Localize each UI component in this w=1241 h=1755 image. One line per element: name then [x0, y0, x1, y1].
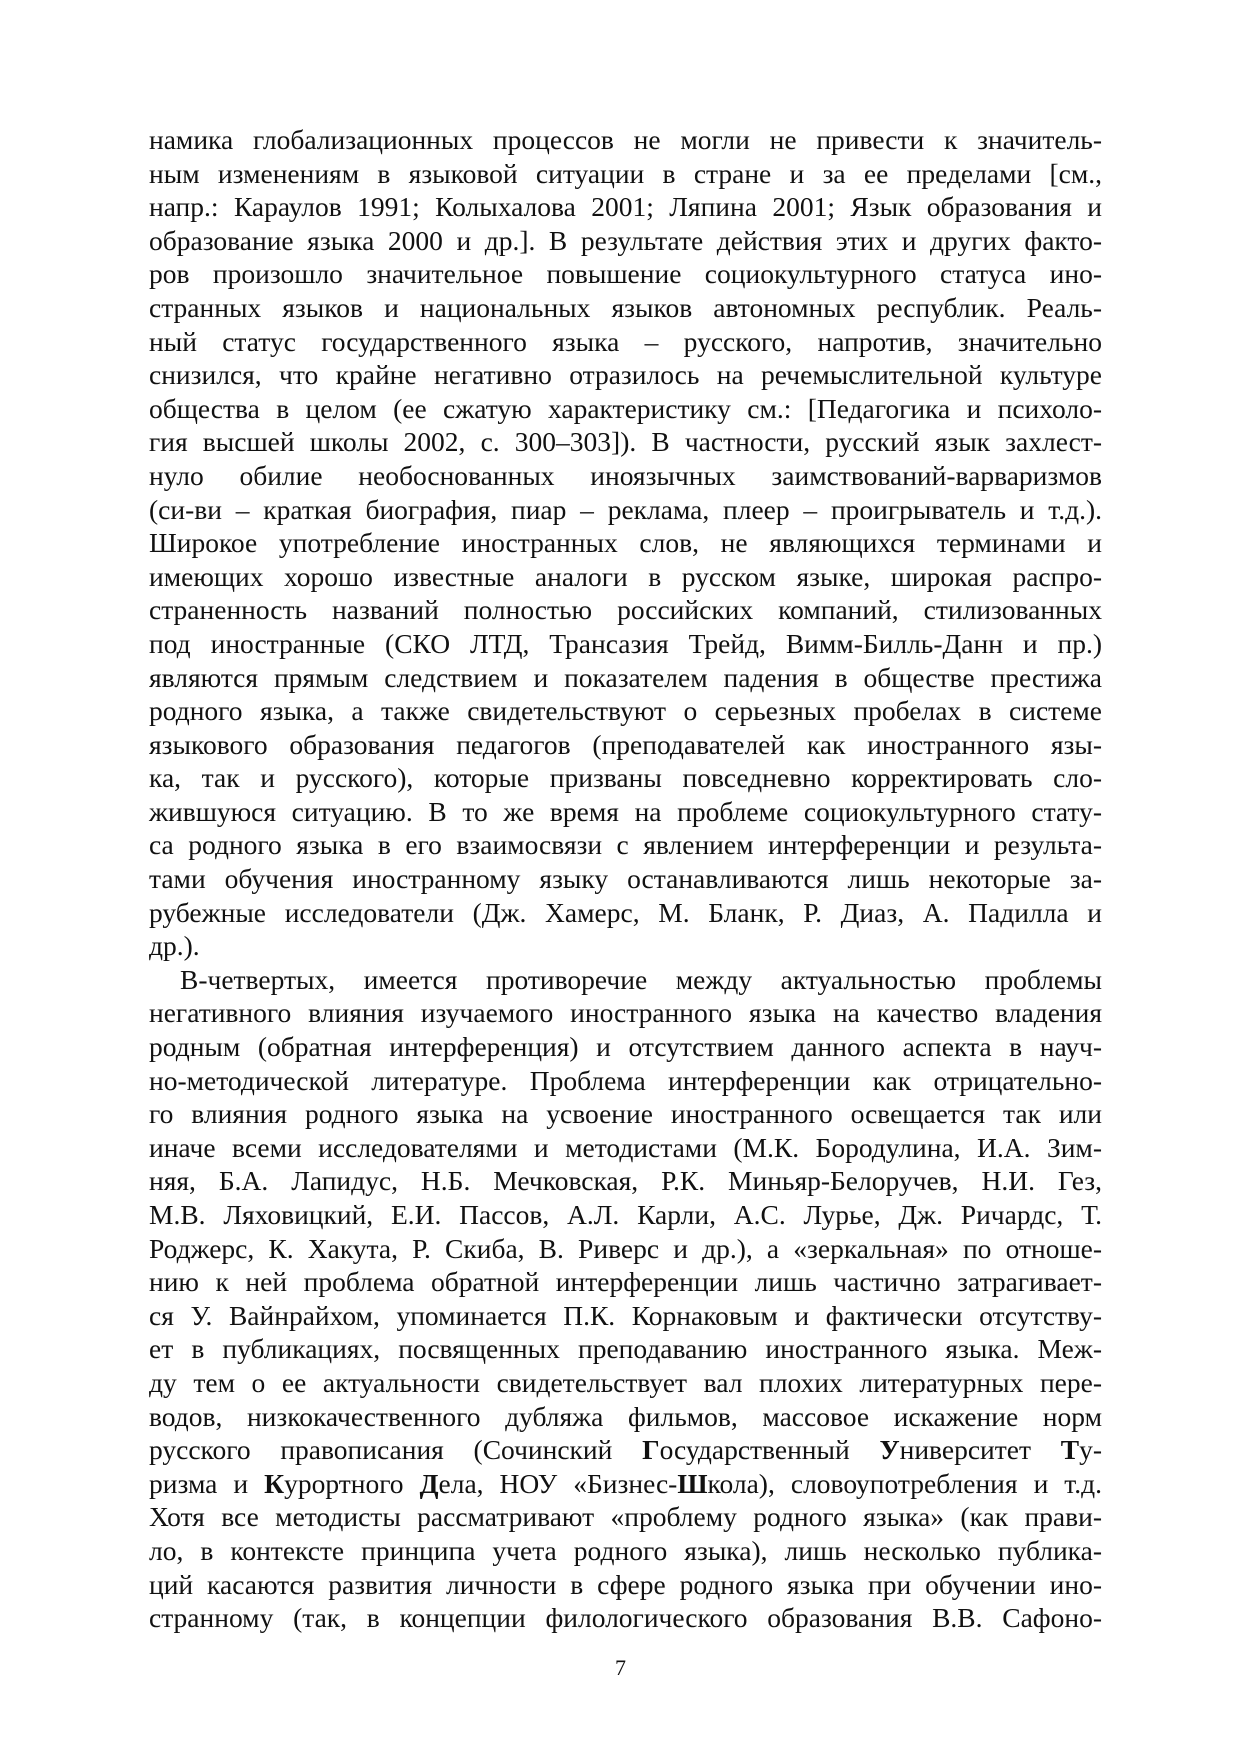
- text-line: странному (так, в концепции филологического образования В.В. Сафоно-: [149, 1602, 1102, 1634]
- text-line: родного языка, а также свидетельствуют о серьезных пробелах в системе: [149, 695, 1102, 727]
- text-line: языкового образования педагогов (преподавателей как иностранного язы-: [149, 728, 1102, 760]
- text-line: иначе всеми исследователями и методистами (М.К. Бородулина, И.А. Зим-: [149, 1131, 1102, 1163]
- text-line: М.В. Ляховицкий, Е.И. Пассов, А.Л. Карли, А.С. Лурье, Дж. Ричардс, Т.: [149, 1199, 1102, 1230]
- text-line: образование языка 2000 и др.]. В результате действия этих и других факто-: [149, 224, 1102, 256]
- text-line: В-четвертых, имеется противоречие между актуальностью проблемы: [180, 963, 1102, 995]
- text-line: нию к ней проблема обратной интерференции лишь частично затрагивает-: [149, 1266, 1102, 1298]
- text-segment: русского правописания (Сочинский: [149, 1434, 643, 1466]
- text-line: др.).: [149, 930, 200, 962]
- text-line: под иностранные (СКО ЛТД, Трансазия Трейд, Вимм-Билль-Данн и пр.): [149, 627, 1102, 659]
- text-line: тами обучения иностранному языку останавливаются лишь некоторые за-: [149, 863, 1102, 895]
- text-line: напр.: Караулов 1991; Колыхалова 2001; Ляпина 2001; Язык образования и: [149, 191, 1102, 223]
- text-line: Роджерс, К. Хакута, Р. Скиба, В. Риверс и др.), а «зеркальная» по отноше-: [149, 1232, 1102, 1264]
- text-line: ка, так и русского), которые призваны повседневно корректировать сло-: [149, 762, 1102, 794]
- text-line: ный статус государственного языка – русского, напротив, значительно: [149, 325, 1102, 357]
- text-line: ся У. Вайнрайхом, упоминается П.К. Корнаковым и фактически отсутству-: [149, 1299, 1102, 1331]
- text-segment: у-: [1079, 1434, 1102, 1466]
- text-line: водов, низкокачественного дубляжа фильмов, массовое искажение норм: [149, 1400, 1102, 1432]
- text-line: няя, Б.А. Лапидус, Н.Б. Мечковская, Р.К. Миньяр-Белоручев, Н.И. Гез,: [149, 1165, 1102, 1197]
- bold-initial: Г: [642, 1434, 660, 1466]
- bold-initial: К: [264, 1467, 285, 1499]
- text-line: гия высшей школы 2002, с. 300–303]). В частности, русский язык захлест-: [149, 426, 1102, 458]
- text-line: ций касаются развития личности в сфере родного языка при обучении ино-: [149, 1568, 1102, 1600]
- text-line: ным изменениям в языковой ситуации в стране и за ее пределами [см.,: [149, 157, 1102, 189]
- text-line: страненность названий полностью российских компаний, стилизованных: [149, 594, 1102, 626]
- text-line: имеющих хорошо известные аналоги в русском языке, широкая распро-: [149, 560, 1102, 592]
- text-line: Хотя все методисты рассматривают «проблему родного языка» (как прави-: [149, 1501, 1102, 1533]
- text-segment: кола), словоупотребления и т.д.: [707, 1467, 1103, 1499]
- text-line: снизился, что крайне негативно отразилось на речемыслительной культуре: [149, 359, 1102, 391]
- text-line: ров произошло значительное повышение социокультурного статуса ино-: [149, 258, 1102, 290]
- text-line: ло, в контексте принципа учета родного языка), лишь несколько публика-: [149, 1534, 1102, 1566]
- text-line: странных языков и национальных языков автономных республик. Реаль-: [149, 291, 1102, 323]
- text-segment: ела, НОУ «Бизнес-: [438, 1467, 678, 1499]
- text-segment: ризма и: [149, 1467, 265, 1499]
- bold-initial: Ш: [677, 1467, 708, 1499]
- bold-initial: Т: [1060, 1434, 1080, 1466]
- text-line: ет в публикациях, посвященных преподаванию иностранного языка. Меж-: [149, 1333, 1102, 1365]
- text-line: являются прямым следствием и показателем падения в обществе престижа: [149, 661, 1102, 693]
- page-number: 7: [615, 1655, 626, 1680]
- text-line: рубежные исследователи (Дж. Хамерс, М. Бланк, Р. Диаз, А. Падилла и: [149, 896, 1102, 928]
- text-line: негативного влияния изучаемого иностранного языка на качество владения: [149, 997, 1102, 1029]
- text-segment: осударственный: [659, 1434, 880, 1466]
- text-line: Широкое употребление иностранных слов, не являющихся терминами и: [149, 527, 1102, 559]
- text-line: [149, 1433, 1102, 1467]
- text-line: ду тем о ее актуальности свидетельствует вал плохих литературных пере-: [149, 1366, 1102, 1398]
- text-line: са родного языка в его взаимосвязи с явлением интерференции и результа-: [149, 829, 1102, 861]
- bold-initial: Д: [419, 1467, 439, 1499]
- text-line: родным (обратная интерференция) и отсутствием данного аспекта в науч-: [149, 1031, 1102, 1063]
- text-line: нуло обилие необоснованных иноязычных заимствований-варваризмов: [149, 459, 1102, 491]
- text-line: [149, 1467, 1102, 1501]
- text-line: жившуюся ситуацию. В то же время на проблеме социокультурного стату-: [149, 795, 1102, 827]
- text-line: намика глобализационных процессов не могли не привести к значитель-: [149, 124, 1102, 155]
- text-segment: ниверситет: [899, 1434, 1061, 1466]
- bold-initial: У: [879, 1434, 900, 1466]
- text-line: общества в целом (ее сжатую характеристику см.: [Педагогика и психоло-: [149, 392, 1102, 424]
- text-line: но-методической литературе. Проблема интерференции как отрицательно-: [149, 1064, 1102, 1096]
- text-line: (си-ви – краткая биография, пиар – реклама, плеер – проигрыватель и т.д.).: [149, 493, 1102, 525]
- document-body: [149, 123, 1102, 1635]
- text-line: го влияния родного языка на усвоение иностранного освещается так или: [149, 1098, 1102, 1130]
- text-segment: урортного: [284, 1467, 420, 1499]
